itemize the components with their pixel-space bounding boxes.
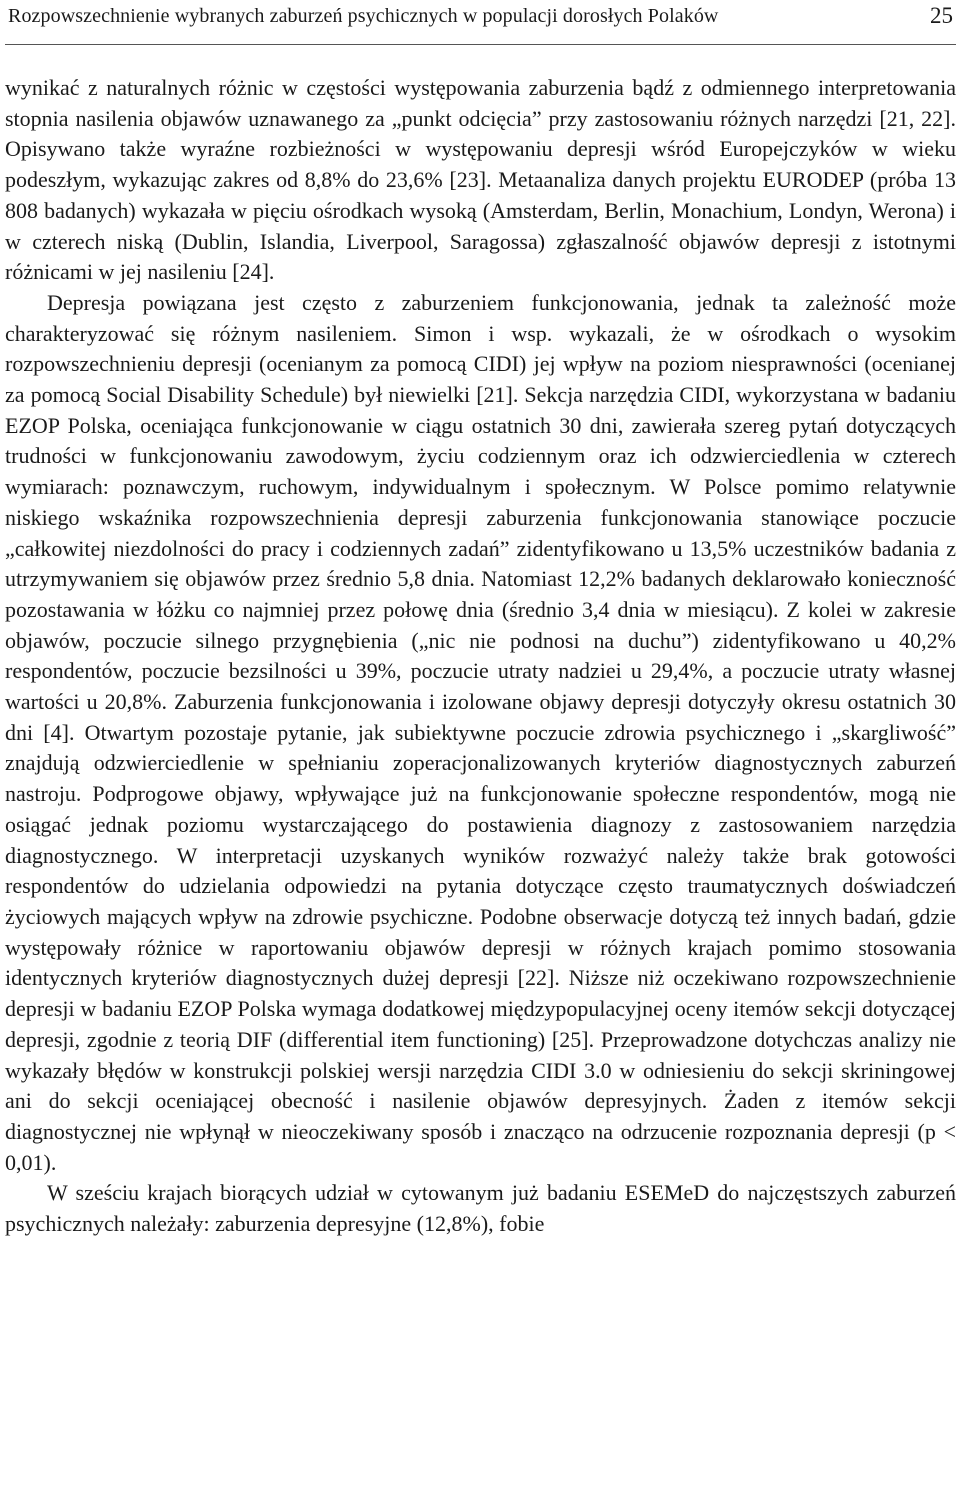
running-title: Rozpowszechnienie wybranych zaburzeń psychicznych w populacji dorosłych Polaków: [8, 5, 719, 27]
page-number: 25: [930, 3, 953, 28]
paragraph-depression-functioning: Depresja powiązana jest często z zaburzeniem funkcjonowania, jednak ta zależność może charakteryzować się różnym nasileniem. Simon i wsp. wykazali, że w ośrodkach o wysokim rozpowszechnieniu depresji (ocenianym za pomocą CIDI) jej wpływ na poziom niesprawności (ocenianej za pomocą Social Disability Schedule) był niewielki [21]. Sekcja narzędzia CIDI, wykorzystana w badaniu EZOP Polska, oceniająca funkcjonowanie w ciągu ostatnich 30 dni, zawierała szereg pytań dotyczących trudności w funkcjonowaniu zawodowym, życiu codziennym oraz ich odzwierciedlenia w czterech wymiarach: poznawczym, ruchowym, indywidualnym i społecznym. W Polsce pomimo relatywnie niskiego wskaźnika rozpowszechnienia depresji zaburzenia funkcjonowania stanowiące poczucie „całkowitej niezdolności do pracy i codziennych zadań” zidentyfikowano u 13,5% uczestników badania z utrzymywaniem się objawów przez średnio 5,8 dnia. Natomiast 12,2% badanych deklarowało konieczność pozostawania w łóżku co najmniej przez połowę dnia (średnio 3,4 dnia w miesiącu). Z kolei w zakresie objawów, poczucie silnego przygnębienia („nic nie podnosi na duchu”) zidentyfikowano u 40,2% respondentów, poczucie bezsilności u 39%, poczucie utraty nadziei u 29,4%, a poczucie utraty własnej wartości u 20,8%. Zaburzenia funkcjonowania i izolowane objawy depresji dotyczyły okresu ostatnich 30 dni [4]. Otwartym pozostaje pytanie, jak subiektywne poczucie zdrowia psychicznego i „skargliwość” znajdują odzwierciedlenie w spełnianiu zoperacjonalizowanych kryteriów diagnostycznych zaburzeń nastroju. Podprogowe objawy, wpływające już na funkcjonowanie społeczne respondentów, mogą nie osiągać jednak poziomu wystarczającego do postawienia diagnozy z zastosowaniem narzędzia diagnostycznego. W interpretacji uzyskanych wyników rozważyć należy także brak gotowości respondentów do udzielania odpowiedzi na pytania dotyczące często traumatycznych doświadczeń życiowych mających wpływ na zdrowie psychiczne. Podobne obserwacje dotyczą też innych badań, gdzie występowały różnice w raportowaniu objawów depresji w różnych krajach pomimo stosowania identycznych kryteriów diagnostycznych dużej depresji [22]. Niższe niż oczekiwano rozpowszechnienie depresji w badaniu EZOP Polska wymaga dodatkowej międzypopulacyjnej oceny itemów sekcji dotyczącej depresji, zgodnie z teorią DIF (differential item functioning) [25]. Przeprowadzone dotychczas analizy nie wykazały błędów w konstrukcji polskiej wersji narzędzia CIDI 3.0 w odniesieniu do sekcji skriningowej ani do sekcji oceniającej obecność i nasilenie objawów depresyjnych. Żaden z itemów sekcji diagnostycznej nie wpłynął w nieoczekiwany sposób i znacząco na odrzucenie rozpoznania depresji (p < 0,01).: [5, 289, 956, 1175]
body-text: [5, 73, 956, 1240]
paragraph-continuation: wynikać z naturalnych różnic w częstości występowania zaburzenia bądź z odmiennego interpretowania stopnia nasilenia objawów uznawanego za „punkt odcięcia” przy zastosowaniu różnych narzędzi [21, 22]. Opisywano także wyraźne rozbieżności w występowaniu depresji wśród Europejczyków w wieku podeszłym, wykazując zakres od 8,8% do 23,6% [23]. Metaanaliza danych projektu EURODEP (próba 13 808 badanych) wykazała w pięciu ośrodkach wysoką (Amsterdam, Berlin, Monachium, Londyn, Werona) i w czterech niską (Dublin, Islandia, Liverpool, Saragossa) zgłaszalność objawów depresji z istotnymi różnicami w jej nasileniu [24].: [5, 75, 956, 285]
paragraph-esemed: W sześciu krajach biorących udział w cytowanym już badaniu ESEMeD do najczęstszych zaburzeń psychicznych należały: zaburzenia depresyjne (12,8%), fobie: [5, 1180, 956, 1237]
running-header: [5, 0, 956, 45]
